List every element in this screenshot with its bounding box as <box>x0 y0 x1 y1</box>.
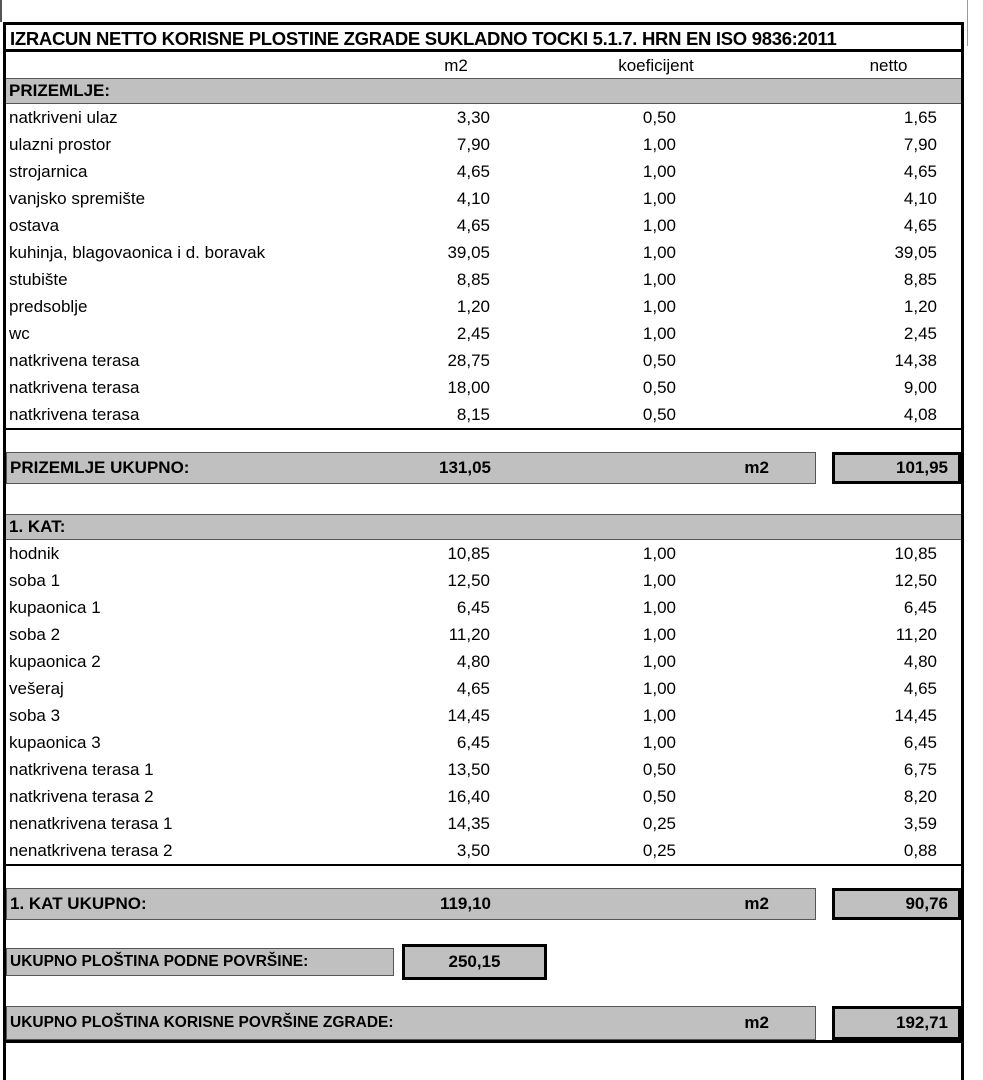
cell-label: soba 1 <box>9 571 61 590</box>
table-row <box>6 239 961 266</box>
cell-koeficijent: 1,00 <box>642 706 676 725</box>
cell-koeficijent: 0,50 <box>642 760 676 779</box>
cell-label: soba 3 <box>9 706 61 725</box>
cell-koeficijent: 0,50 <box>642 108 676 127</box>
total-bruto-value: 119,10 <box>439 894 491 913</box>
cell-koeficijent: 1,00 <box>642 733 676 752</box>
cell-koeficijent: 1,00 <box>642 243 676 262</box>
cell-koeficijent: 1,00 <box>642 324 676 343</box>
total-unit: m2 <box>744 894 769 913</box>
cell-m2: 14,35 <box>447 814 490 833</box>
total-row-prizemlje <box>6 452 961 484</box>
cell-m2: 14,45 <box>447 706 490 725</box>
cell-koeficijent: 1,00 <box>642 544 676 563</box>
table-row <box>6 621 961 648</box>
column-header-koeficijent: koeficijent <box>618 56 694 75</box>
total-label: PRIZEMLJE UKUPNO: <box>10 458 190 477</box>
gap <box>816 888 832 920</box>
total-netto-value-box: 101,95 <box>832 452 961 484</box>
cell-netto: 39,05 <box>894 243 937 262</box>
table-row <box>6 320 961 347</box>
cell-label: ulazni prostor <box>9 135 112 154</box>
table-row <box>6 540 961 567</box>
cell-m2: 6,45 <box>456 598 490 617</box>
cell-koeficijent: 0,50 <box>642 378 676 397</box>
cell-m2: 10,85 <box>447 544 490 563</box>
cell-m2: 1,20 <box>456 297 490 316</box>
total-netto-value-box: 90,76 <box>832 888 961 920</box>
table-row <box>6 293 961 320</box>
cell-koeficijent: 1,00 <box>642 571 676 590</box>
cell-netto: 6,75 <box>903 760 937 779</box>
total-row-kat1 <box>6 888 961 920</box>
cell-m2: 8,15 <box>456 405 490 424</box>
summary-usable-area-value-box: 192,71 <box>832 1006 961 1040</box>
cell-netto: 8,20 <box>903 787 937 806</box>
cell-label: hodnik <box>9 544 60 563</box>
table-row <box>6 104 961 131</box>
summary-usable-area-label: UKUPNO PLOŠTINA KORISNE POVRŠINE ZGRADE: <box>10 1014 394 1031</box>
cell-koeficijent: 1,00 <box>642 598 676 617</box>
table-row <box>6 347 961 374</box>
column-header-netto: netto <box>869 56 908 75</box>
table-row <box>6 837 961 864</box>
cell-m2: 2,45 <box>456 324 490 343</box>
column-header-m2: m2 <box>444 56 468 75</box>
cell-m2: 12,50 <box>447 571 490 590</box>
cell-m2: 6,45 <box>456 733 490 752</box>
cell-label: stubište <box>9 270 68 289</box>
summary-usable-area-band <box>6 1006 816 1040</box>
cell-m2: 4,65 <box>456 162 490 181</box>
table-row <box>6 648 961 675</box>
gap <box>816 452 832 484</box>
cell-netto: 1,65 <box>903 108 937 127</box>
cell-label: vešeraj <box>9 679 64 698</box>
table-row <box>6 729 961 756</box>
section-rows-prizemlje <box>6 104 961 430</box>
summary-row-usable-area <box>6 1006 961 1040</box>
table-row <box>6 374 961 401</box>
cell-label: ostava <box>9 216 60 235</box>
column-header-row <box>6 52 961 78</box>
page-title: IZRACUN NETTO KORISNE PLOSTINE ZGRADE SUKLADNO TOCKI 5.1.7. HRN EN ISO 9836:2011 <box>6 25 961 52</box>
cell-netto: 11,20 <box>895 625 937 644</box>
cell-label: soba 2 <box>9 625 61 644</box>
gap <box>816 1006 832 1040</box>
table-row <box>6 756 961 783</box>
cell-netto: 4,10 <box>903 189 937 208</box>
table-row <box>6 158 961 185</box>
cell-m2: 18,00 <box>447 378 490 397</box>
table-row <box>6 675 961 702</box>
table-row <box>6 567 961 594</box>
cell-m2: 11,20 <box>448 625 490 644</box>
cell-netto: 4,65 <box>903 679 937 698</box>
table-row <box>6 783 961 810</box>
cell-netto: 1,20 <box>903 297 937 316</box>
cell-koeficijent: 0,50 <box>642 787 676 806</box>
cell-netto: 8,85 <box>903 270 937 289</box>
cell-label: natkrivena terasa <box>9 378 140 397</box>
cell-label: wc <box>9 324 30 343</box>
total-band-prizemlje <box>6 452 816 484</box>
cell-m2: 7,90 <box>456 135 490 154</box>
cell-koeficijent: 0,25 <box>642 841 676 860</box>
cell-netto: 4,65 <box>903 216 937 235</box>
cell-netto: 14,38 <box>894 351 937 370</box>
cell-m2: 4,65 <box>456 679 490 698</box>
cell-netto: 12,50 <box>894 571 937 590</box>
cell-label: kupaonica 1 <box>9 598 101 617</box>
top-gridline-right <box>967 0 968 46</box>
section-rows-kat1 <box>6 540 961 866</box>
table-row <box>6 810 961 837</box>
total-bruto-value: 131,05 <box>439 458 491 477</box>
cell-netto: 10,85 <box>894 544 937 563</box>
cell-m2: 4,80 <box>456 652 490 671</box>
table-row <box>6 702 961 729</box>
cell-netto: 7,90 <box>903 135 937 154</box>
cell-label: kuhinja, blagovaonica i d. boravak <box>9 243 266 262</box>
cell-label: natkrivena terasa <box>9 351 140 370</box>
summary-usable-area-unit: m2 <box>744 1013 769 1032</box>
cell-koeficijent: 1,00 <box>642 162 676 181</box>
total-label: 1. KAT UKUPNO: <box>10 894 147 913</box>
cell-label: predsoblje <box>9 297 88 316</box>
cell-koeficijent: 0,50 <box>642 351 676 370</box>
cell-label: natkrivena terasa 1 <box>9 760 154 779</box>
cell-koeficijent: 1,00 <box>642 135 676 154</box>
cell-label: kupaonica 3 <box>9 733 101 752</box>
table-bottom-border <box>6 1040 961 1043</box>
cell-m2: 4,65 <box>456 216 490 235</box>
cell-netto: 9,00 <box>903 378 937 397</box>
table-row <box>6 594 961 621</box>
cell-netto: 4,08 <box>903 405 937 424</box>
cell-label: vanjsko spremište <box>9 189 146 208</box>
cell-koeficijent: 1,00 <box>642 216 676 235</box>
table-row <box>6 401 961 428</box>
cell-label: kupaonica 2 <box>9 652 101 671</box>
cell-netto: 3,59 <box>903 814 937 833</box>
cell-koeficijent: 0,50 <box>642 405 676 424</box>
cell-netto: 6,45 <box>903 733 937 752</box>
cell-netto: 14,45 <box>894 706 937 725</box>
cell-label: strojarnica <box>9 162 88 181</box>
cell-m2: 13,50 <box>447 760 490 779</box>
cell-m2: 28,75 <box>447 351 490 370</box>
summary-floor-area-label: UKUPNO PLOŠTINA PODNE POVRŠINE: <box>6 948 394 976</box>
cell-label: nenatkrivena terasa 1 <box>9 814 173 833</box>
table-row <box>6 185 961 212</box>
cell-koeficijent: 1,00 <box>642 652 676 671</box>
section-header-kat1: 1. KAT: <box>6 514 961 540</box>
cell-m2: 4,10 <box>456 189 490 208</box>
cell-koeficijent: 1,00 <box>642 297 676 316</box>
section-header-prizemlje: PRIZEMLJE: <box>6 78 961 104</box>
cell-m2: 39,05 <box>447 243 490 262</box>
table-row <box>6 212 961 239</box>
cell-label: nenatkrivena terasa 2 <box>9 841 173 860</box>
total-unit: m2 <box>744 458 769 477</box>
cell-label: natkrivena terasa 2 <box>9 787 154 806</box>
cell-netto: 4,65 <box>903 162 937 181</box>
cell-netto: 4,80 <box>903 652 937 671</box>
cell-koeficijent: 1,00 <box>642 189 676 208</box>
cell-koeficijent: 1,00 <box>642 679 676 698</box>
top-gridline-left <box>0 0 2 22</box>
summary-floor-area-value-box: 250,15 <box>402 944 547 980</box>
cell-label: natkrivena terasa <box>9 405 140 424</box>
summary-row-floor-area <box>6 944 961 980</box>
cell-label: natkriveni ulaz <box>9 108 118 127</box>
cell-koeficijent: 0,25 <box>642 814 676 833</box>
table-frame <box>3 22 964 1080</box>
cell-m2: 3,30 <box>456 108 490 127</box>
table-row <box>6 131 961 158</box>
total-band-kat1 <box>6 888 816 920</box>
cell-koeficijent: 1,00 <box>642 270 676 289</box>
cell-m2: 16,40 <box>447 787 490 806</box>
cell-netto: 2,45 <box>903 324 937 343</box>
cell-m2: 3,50 <box>456 841 490 860</box>
cell-netto: 6,45 <box>903 598 937 617</box>
cell-m2: 8,85 <box>456 270 490 289</box>
cell-koeficijent: 1,00 <box>642 625 676 644</box>
cell-netto: 0,88 <box>903 841 937 860</box>
table-row <box>6 266 961 293</box>
